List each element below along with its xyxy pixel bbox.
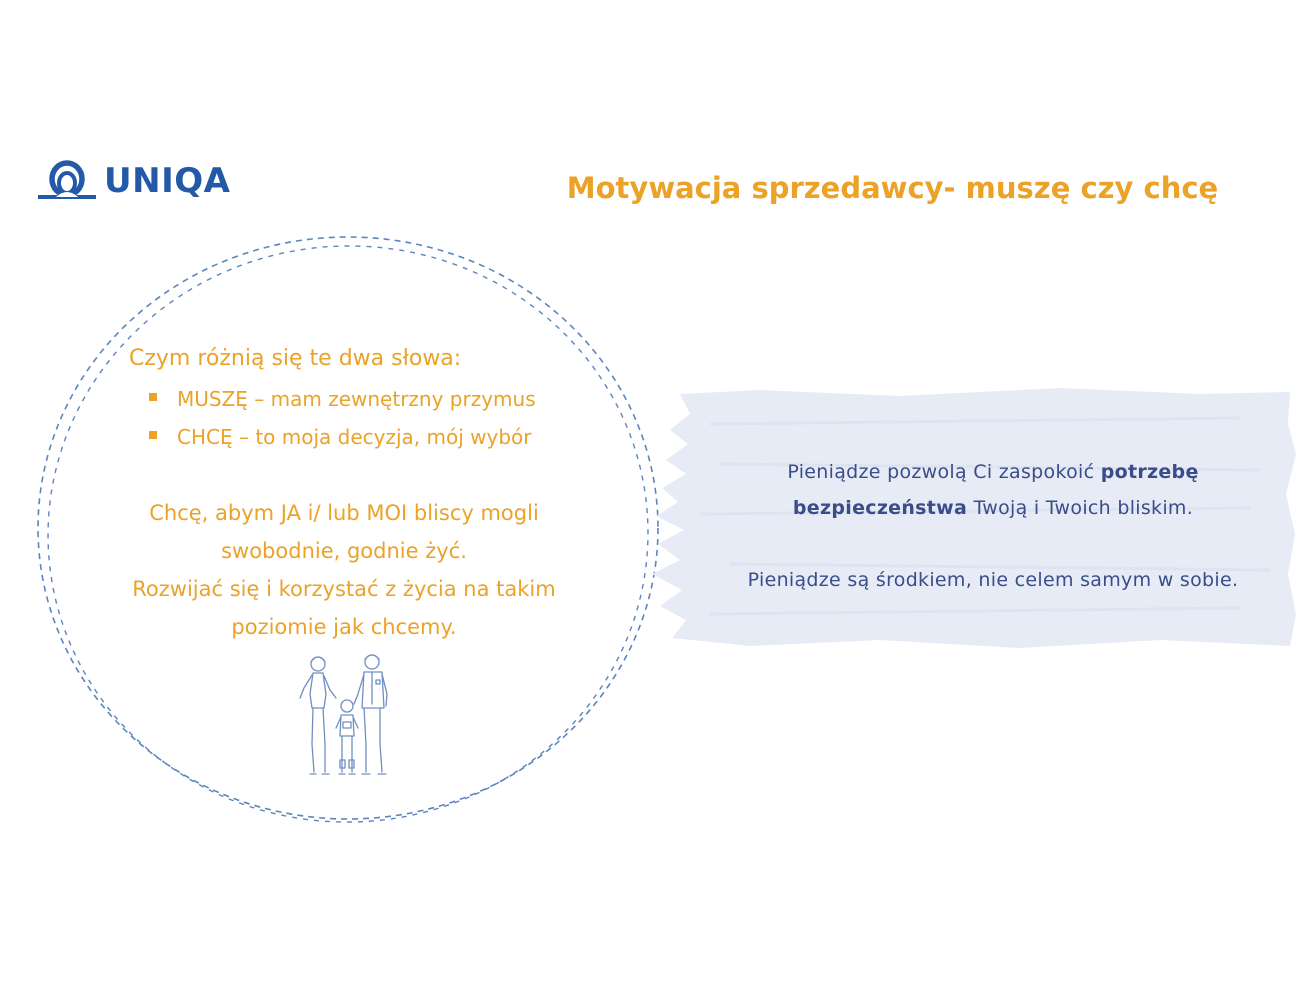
bullet-list <box>148 380 536 456</box>
info-emphasis: bezpieczeństwa <box>792 497 968 519</box>
motto-text <box>64 494 624 646</box>
info-line <box>688 490 1298 526</box>
info-block <box>688 454 1298 598</box>
bullet-text: MUSZĘ – mam zewnętrzny przymus <box>177 387 536 411</box>
motto-line: poziomie jak chcemy. <box>231 615 457 639</box>
list-item <box>148 418 536 456</box>
uniqa-logo <box>36 156 266 206</box>
family-illustration <box>292 648 400 784</box>
question-heading: Czym różnią się te dwa słowa: <box>129 346 462 371</box>
info-text: Twoją i Twoich bliskim. <box>967 497 1194 519</box>
info-line: Pieniądze są środkiem, nie celem samym w sobie. <box>747 569 1239 591</box>
logo-text: UNIQA <box>104 161 231 201</box>
slide-title: Motywacja sprzedawcy- muszę czy chcę <box>566 171 1219 205</box>
bullet-square-icon <box>149 431 157 439</box>
motto-line: Rozwijać się i korzystać z życia na takim <box>132 577 556 601</box>
info-emphasis: potrzebę <box>1100 461 1199 483</box>
motto-line: swobodnie, godnie żyć. <box>221 539 467 563</box>
info-text: Pieniądze pozwolą Ci zaspokoić <box>787 461 1101 483</box>
bullet-square-icon <box>149 393 157 401</box>
list-item <box>148 380 536 418</box>
uniqa-logo-icon <box>36 157 98 205</box>
info-line <box>688 454 1298 490</box>
motto-line: Chcę, abym JA i/ lub MOI bliscy mogli <box>149 501 539 525</box>
bullet-text: CHCĘ – to moja decyzja, mój wybór <box>177 425 532 449</box>
